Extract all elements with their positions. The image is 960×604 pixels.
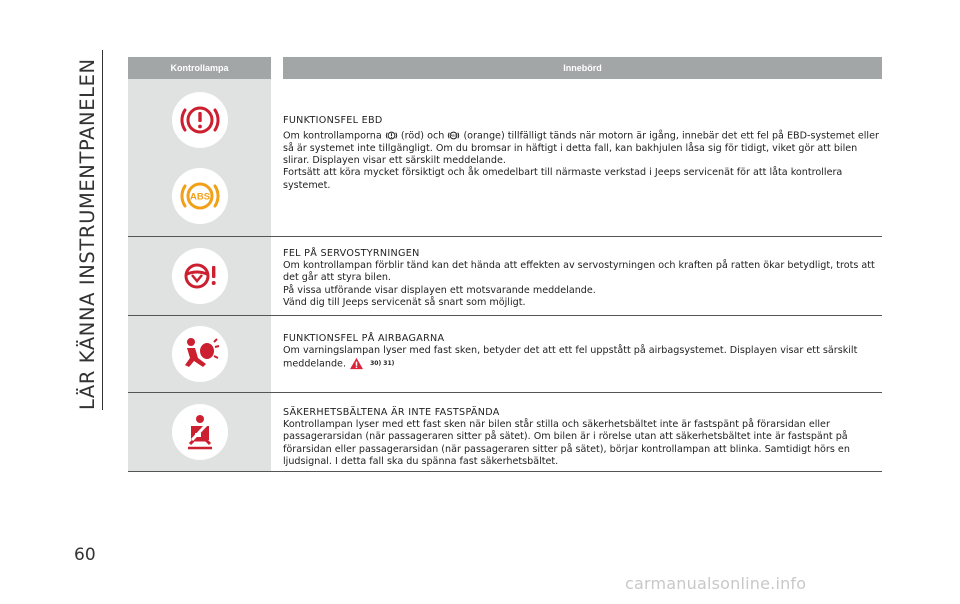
row-title: FUNKTIONSFEL EBD — [283, 115, 383, 126]
page-number: 60 — [74, 545, 96, 565]
row-description: FEL PÅ SERVOSTYRNINGEN Om kontrollampan förblir tänd kan det hända att effekten av servostyrningen och kraften på ratten ökar betydligt, trots att det går att styra bilen. På vissa utförande visar displayen ett motsvarande meddelande. Vänd dig till Jeeps servicenät så snart som möjligt. — [283, 237, 882, 315]
row-title: SÄKERHETSBÄLTENA ÄR INTE FASTSPÄNDA — [283, 407, 500, 418]
svg-text:ABS: ABS — [189, 191, 210, 202]
steering-warning-icon — [172, 248, 228, 304]
svg-text:ABS: ABS — [450, 133, 457, 138]
header-kontrollampa: Kontrollampa — [170, 63, 229, 73]
icon-cell — [128, 237, 271, 315]
row-description: FUNKTIONSFEL EBD Om kontrollamporna (röd) och ABS (orange) tillfälligt tänds när motorn är igång, innebär det ett fel på EBD-systemet eller så är systemet inte tillgängligt. Om du bromsar in häftigt i detta fall, kan bakhjulen låsa sig för tidigt, viket gör att bilen slirar. Displayen visar ett särskilt meddelande. Fortsätt att köra mycket försiktigt och åk omedelbart till närmaste verkstad i Jeeps servicenät för att låta kontrollera systemet. — [283, 115, 879, 191]
row-description: FUNKTIONSFEL PÅ AIRBAGARNA Om varningslampan lyser med fast sken, betyder det att ett fel uppstått på airbagsystemet. Displayen visar ett särskilt meddelande. 30) 31) — [283, 316, 882, 392]
icon-cell — [128, 316, 271, 392]
airbag-icon — [172, 326, 228, 382]
footnote-refs: 30) 31) — [370, 359, 395, 367]
warning-light-table — [128, 57, 882, 472]
icon-cell — [128, 79, 271, 236]
abs-icon — [172, 168, 228, 224]
watermark: carmanualsonline.info — [625, 574, 807, 593]
side-section-title: LÄR KÄNNA INSTRUMENTPANELEN — [76, 50, 103, 410]
table-row — [128, 393, 882, 472]
abs-inline-icon — [447, 129, 460, 142]
warning-triangle-icon — [349, 357, 364, 370]
icon-cell — [128, 393, 271, 471]
row-title: FUNKTIONSFEL PÅ AIRBAGARNA — [283, 333, 445, 344]
row-title: FEL PÅ SERVOSTYRNINGEN — [283, 248, 420, 259]
brake-warning-icon — [172, 92, 228, 148]
header-innebord: Innebörd — [283, 57, 882, 79]
table-row — [128, 316, 882, 393]
table-row — [128, 79, 882, 237]
table-header — [128, 57, 882, 79]
seatbelt-icon — [172, 404, 228, 460]
row-description: SÄKERHETSBÄLTENA ÄR INTE FASTSPÄNDA Kontrollampan lyser med ett fast sken när bilen står stilla och säkerhetsbältet inte är fastspänt på förarsidan eller passagerarsidan (när passageraren sitter på sätet). Om bilen är i rörelse utan att säkerhetsbältet inte är fastspänt på förarsidan eller passagerarsidan (när passageraren sitter på sätet), börjar kontrollampan att blinka. Samtidigt hörs en ljudsignal. I detta fall ska du spänna fast säkerhetsbältet. — [283, 393, 882, 471]
table-row — [128, 237, 882, 316]
brake-inline-icon — [385, 129, 398, 142]
